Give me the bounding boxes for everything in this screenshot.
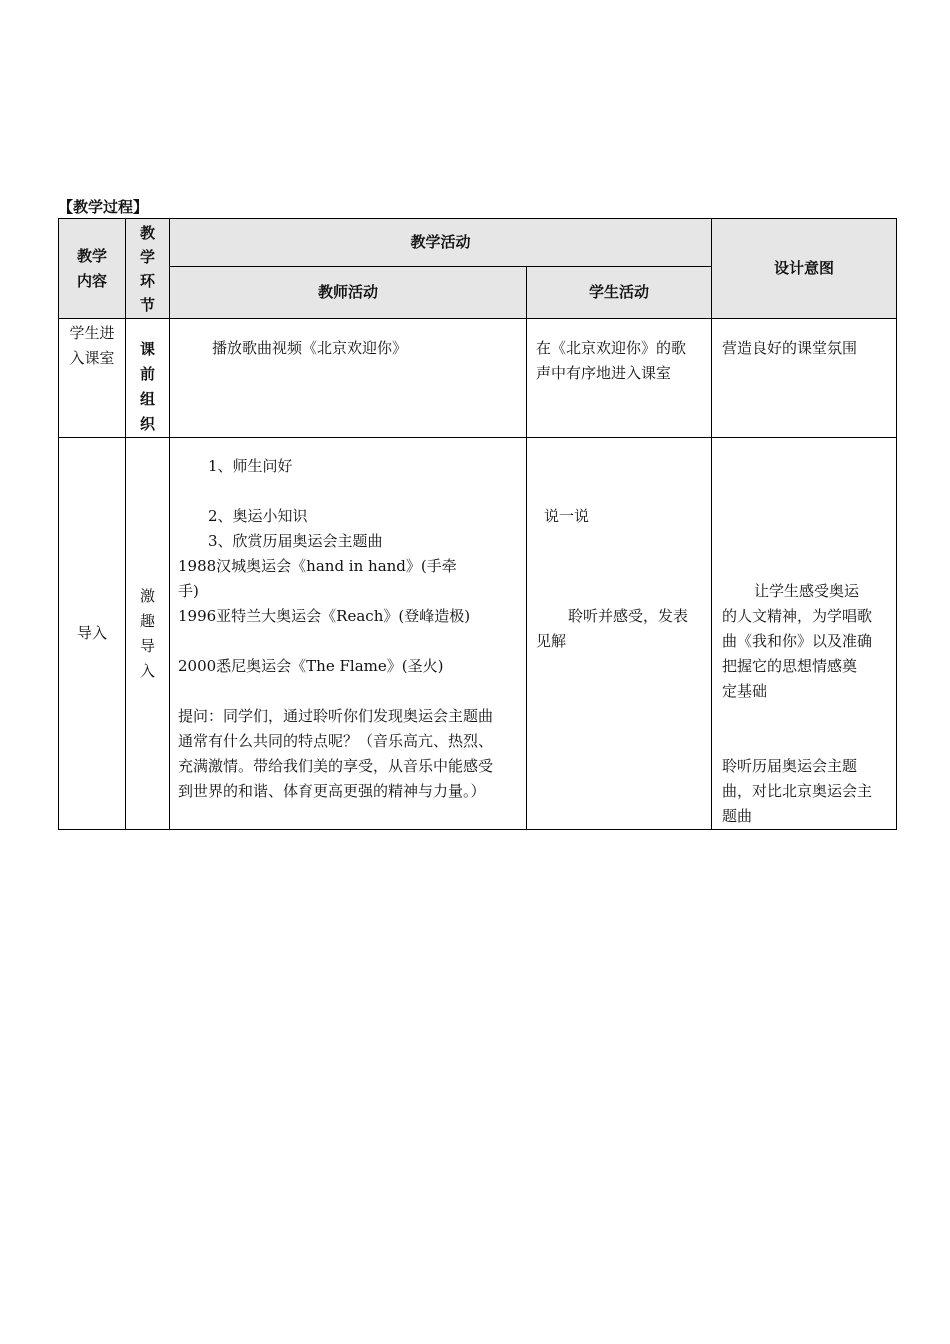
teacher-question-line: 充满激情。带给我们美的享受，从音乐中能感受 <box>178 757 494 775</box>
row2-stage-char: 入 <box>139 661 155 680</box>
table-row <box>59 438 897 830</box>
teacher-song-line: 1988汉城奥运会《hand in hand》(手牵 <box>178 557 457 575</box>
row2-content <box>59 438 126 830</box>
row1-stage-char: 组 <box>139 390 155 408</box>
teacher-question-line: 通常有什么共同的特点呢？（音乐高亢、热烈、 <box>178 732 494 750</box>
header-content <box>59 219 126 319</box>
header-stage-char: 节 <box>139 295 155 314</box>
teacher-item: 1、师生问好 <box>208 457 293 475</box>
teacher-question-line: 到世界的和谐、体育更高更强的精神与力量。） <box>178 782 486 800</box>
header-content-line: 教学 <box>76 246 107 265</box>
row1-stage-char: 课 <box>139 340 155 358</box>
row1-stage <box>126 319 170 438</box>
row1-teacher-text: 播放歌曲视频《北京欢迎你》 <box>212 339 408 357</box>
row1-student <box>527 319 712 438</box>
intent-line: 题曲 <box>722 807 753 825</box>
student-say: 说一说 <box>544 507 590 525</box>
row2-stage <box>126 438 170 830</box>
row1-stage-char: 织 <box>139 415 155 433</box>
row2-content-text: 导入 <box>76 624 107 642</box>
intent-line: 定基础 <box>722 682 768 700</box>
intent-line: 曲，对比北京奥运会主 <box>722 782 873 800</box>
intent-line: 让学生感受奥运 <box>754 582 860 600</box>
intent-line: 曲《我和你》以及准确 <box>722 632 873 650</box>
row2-stage-char: 激 <box>139 586 155 605</box>
teacher-song-line: 手) <box>178 582 199 600</box>
intent-line: 聆听历届奥运会主题 <box>722 757 858 775</box>
teacher-question-line: 提问：同学们，通过聆听你们发现奥运会主题曲 <box>178 707 494 725</box>
intent-line: 的人文精神，为学唱歌 <box>722 607 873 625</box>
header-intent: 设计意图 <box>712 219 897 319</box>
row2-teacher <box>170 438 527 830</box>
row2-stage-char: 导 <box>139 636 155 655</box>
student-listen-line: 聆听并感受，发表 <box>568 607 689 625</box>
header-activities: 教学活动 <box>170 219 712 267</box>
teacher-item: 3、欣赏历届奥运会主题曲 <box>208 532 383 550</box>
teacher-item: 2、奥运小知识 <box>208 507 308 525</box>
teacher-song-line: 2000悉尼奥运会《The Flame》(圣火) <box>178 657 444 675</box>
header-student: 学生活动 <box>527 267 712 319</box>
teacher-song-line: 1996亚特兰大奥运会《Reach》(登峰造极) <box>178 607 471 625</box>
row1-teacher <box>170 319 527 438</box>
table-header-row <box>59 219 897 267</box>
row2-intent <box>712 438 897 830</box>
header-stage <box>126 219 170 319</box>
row1-intent <box>712 319 897 438</box>
row1-content-line: 入课室 <box>69 349 115 367</box>
header-stage-char: 学 <box>139 247 155 266</box>
row1-stage-char: 前 <box>139 365 155 383</box>
row1-intent-text: 营造良好的课堂氛围 <box>722 339 858 357</box>
lesson-process-table <box>58 218 897 830</box>
header-content-line: 内容 <box>76 271 107 290</box>
row1-content <box>59 319 126 438</box>
header-stage-char: 环 <box>139 271 155 290</box>
row1-student-line: 声中有序地进入课室 <box>536 364 672 382</box>
row2-student <box>527 438 712 830</box>
intent-line: 把握它的思想情感奠 <box>722 657 858 675</box>
section-title: 【教学过程】 <box>58 198 149 216</box>
row1-student-line: 在《北京欢迎你》的歌 <box>536 339 687 357</box>
table-row <box>59 319 897 438</box>
row2-stage-char: 趣 <box>139 611 155 630</box>
student-listen-line: 见解 <box>536 632 567 650</box>
header-stage-char: 教 <box>139 223 155 242</box>
header-teacher: 教师活动 <box>170 267 527 319</box>
row1-content-line: 学生进 <box>69 324 115 342</box>
